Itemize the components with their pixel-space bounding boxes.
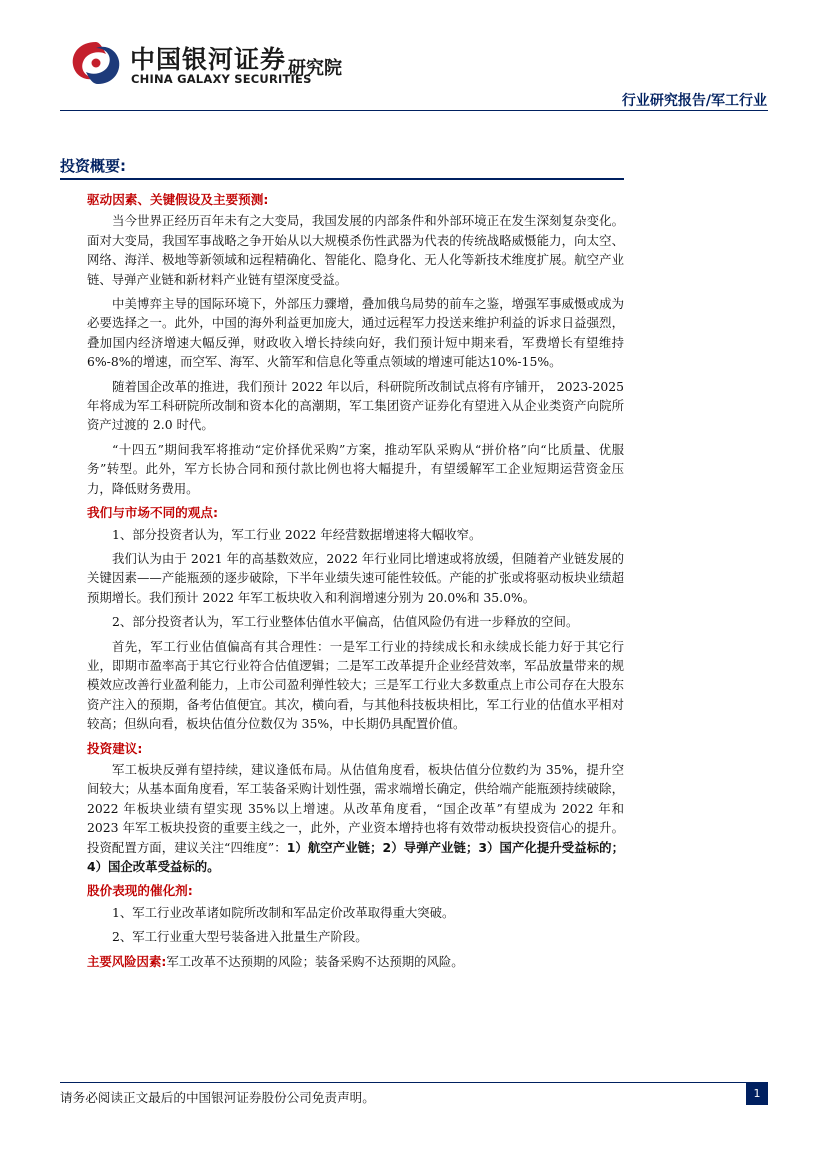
risk-text: 军工改革不达预期的风险；装备采购不达预期的风险。 bbox=[166, 953, 464, 969]
paragraph: 1、部分投资者认为，军工行业 2022 年经营数据增速将大幅收窄。 bbox=[112, 526, 482, 542]
page-number: 1 bbox=[746, 1083, 768, 1105]
galaxy-swirl-logo bbox=[68, 38, 124, 88]
paragraph: 2、军工行业重大型号装备进入批量生产阶段。 bbox=[112, 929, 368, 945]
paragraph: 中美博弈主导的国际环境下，外部压力骤增，叠加俄乌局势的前车之鉴，增强军事威慑或成为必要选择之一。此外，中国的海外利益更加庞大，通过远程军力投送来维护利益的诉求日益强烈，叠加国内经济增速大幅反弹，财政收入增长持续向好，我们预计短中期来看，军费增长有望维持 6%-8%的增速，而空军、海军、火箭军和信息化等重点领域的增速可能达10%-15%。 bbox=[87, 296, 624, 370]
header-divider bbox=[60, 110, 768, 111]
report-type: 行业研究报告/军工行业 bbox=[621, 93, 767, 109]
advice-text: 军工板块反弹有望持续，建议逢低布局。从估值角度看，板块估值分位数约为 35%，提升空间较大；从基本面角度看，军工装备采购计划性强，需求端增长确定，供给端产能瓶颈持续破除，2022 年板块业绩有望实现 35%以上增速。从改革角度看，“国企改革”有望成为 2022 年和 2023 年军工板块投资的重要主线之一，此外，产业资本增持也将有效带动板块投资信心的提升。投资配置方面，建议关注“四维度”： bbox=[87, 761, 624, 855]
risk-label: 主要风险因素: bbox=[87, 953, 167, 969]
report-body bbox=[87, 186, 624, 971]
paragraph-investment-advice bbox=[87, 760, 624, 876]
brand-name-en: CHINA GALAXY SECURITIES bbox=[131, 72, 312, 86]
paragraph: 2、部分投资者认为，军工行业整体估值水平偏高，估值风险仍有进一步释放的空间。 bbox=[112, 614, 579, 630]
footer-divider bbox=[60, 1082, 768, 1083]
brand-name-cn: 中国银河证券 bbox=[130, 45, 287, 74]
paragraph: 我们认为由于 2021 年的高基数效应，2022 年行业同比增速或将放缓，但随着产业链发展的关键因素——产能瓶颈的逐步破除，下半年业绩失速可能性较低。产能的扩张或将驱动板块业绩超预期增长。我们预计 2022 年军工板块收入和利润增速分别为 20.0%和 35.0%。 bbox=[87, 550, 624, 605]
section-divider bbox=[60, 178, 624, 180]
heading-drivers: 驱动因素、关键假设及主要预测: bbox=[87, 192, 269, 207]
paragraph: 随着国企改革的推进，我们预计 2022 年以后，科研院所改制试点将有序铺开， 2023-2025 年将成为军工科研院所改制和资本化的高潮期，军工集团资产证券化有望进入从企业类资产向院所资产过渡的 2.0 时代。 bbox=[87, 378, 624, 433]
heading-catalysts: 股价表现的催化剂: bbox=[87, 883, 193, 899]
advice-focus-dimensions: 1）航空产业链；2）导弹产业链；3）国产化提升受益标的；4）国企改革受益标的。 bbox=[87, 839, 625, 874]
footer-disclaimer: 请务必阅读正文最后的中国银河证券股份公司免责声明。 bbox=[60, 1090, 375, 1105]
paragraph: “十四五”期间我军将推动“定价择优采购”方案，推动军队采购从“拼价格”向“比质量、优服务”转型。此外，军方长协合同和预付款比例也将大幅提升，有望缓解军工企业短期运营资金压力，降低财务费用。 bbox=[87, 441, 624, 496]
paragraph: 当今世界正经历百年未有之大变局，我国发展的内部条件和外部环境正在发生深刻复杂变化。面对大变局，我国军事战略之争开始从以大规模杀伤性武器为代表的传统战略威慑能力，向太空、网络、海洋、极地等新领域和远程精确化、智能化、隐身化、无人化等新技术维度扩展。航空产业链、导弹产业链和新材料产业链有望深度受益。 bbox=[87, 213, 624, 287]
paragraph: 1、军工行业改革诸如院所改制和军品定价改革取得重大突破。 bbox=[112, 904, 455, 920]
paragraph: 首先，军工行业估值偏高有其合理性：一是军工行业的持续成长和永续成长能力好于其它行业，即期市盈率高于其它行业符合估值逻辑；二是军工改革提升企业经营效率，军品放量带来的规模效应改善行业盈利能力，上市公司盈利弹性较大；三是军工行业大多数重点上市公司存在大股东资产注入的预期，备考估值便宜。其次，横向看，与其他科技板块相比，军工行业的估值水平相对较高；但纵向看，板块估值分位数仅为 35%，中长期仍具配置价值。 bbox=[87, 638, 624, 732]
risk-factors bbox=[87, 952, 624, 971]
heading-differing-views: 我们与市场不同的观点: bbox=[87, 505, 218, 521]
section-title: 投资概要: bbox=[60, 157, 126, 175]
brand-institute: 研究院 bbox=[288, 58, 342, 79]
heading-investment-advice: 投资建议: bbox=[87, 740, 143, 756]
